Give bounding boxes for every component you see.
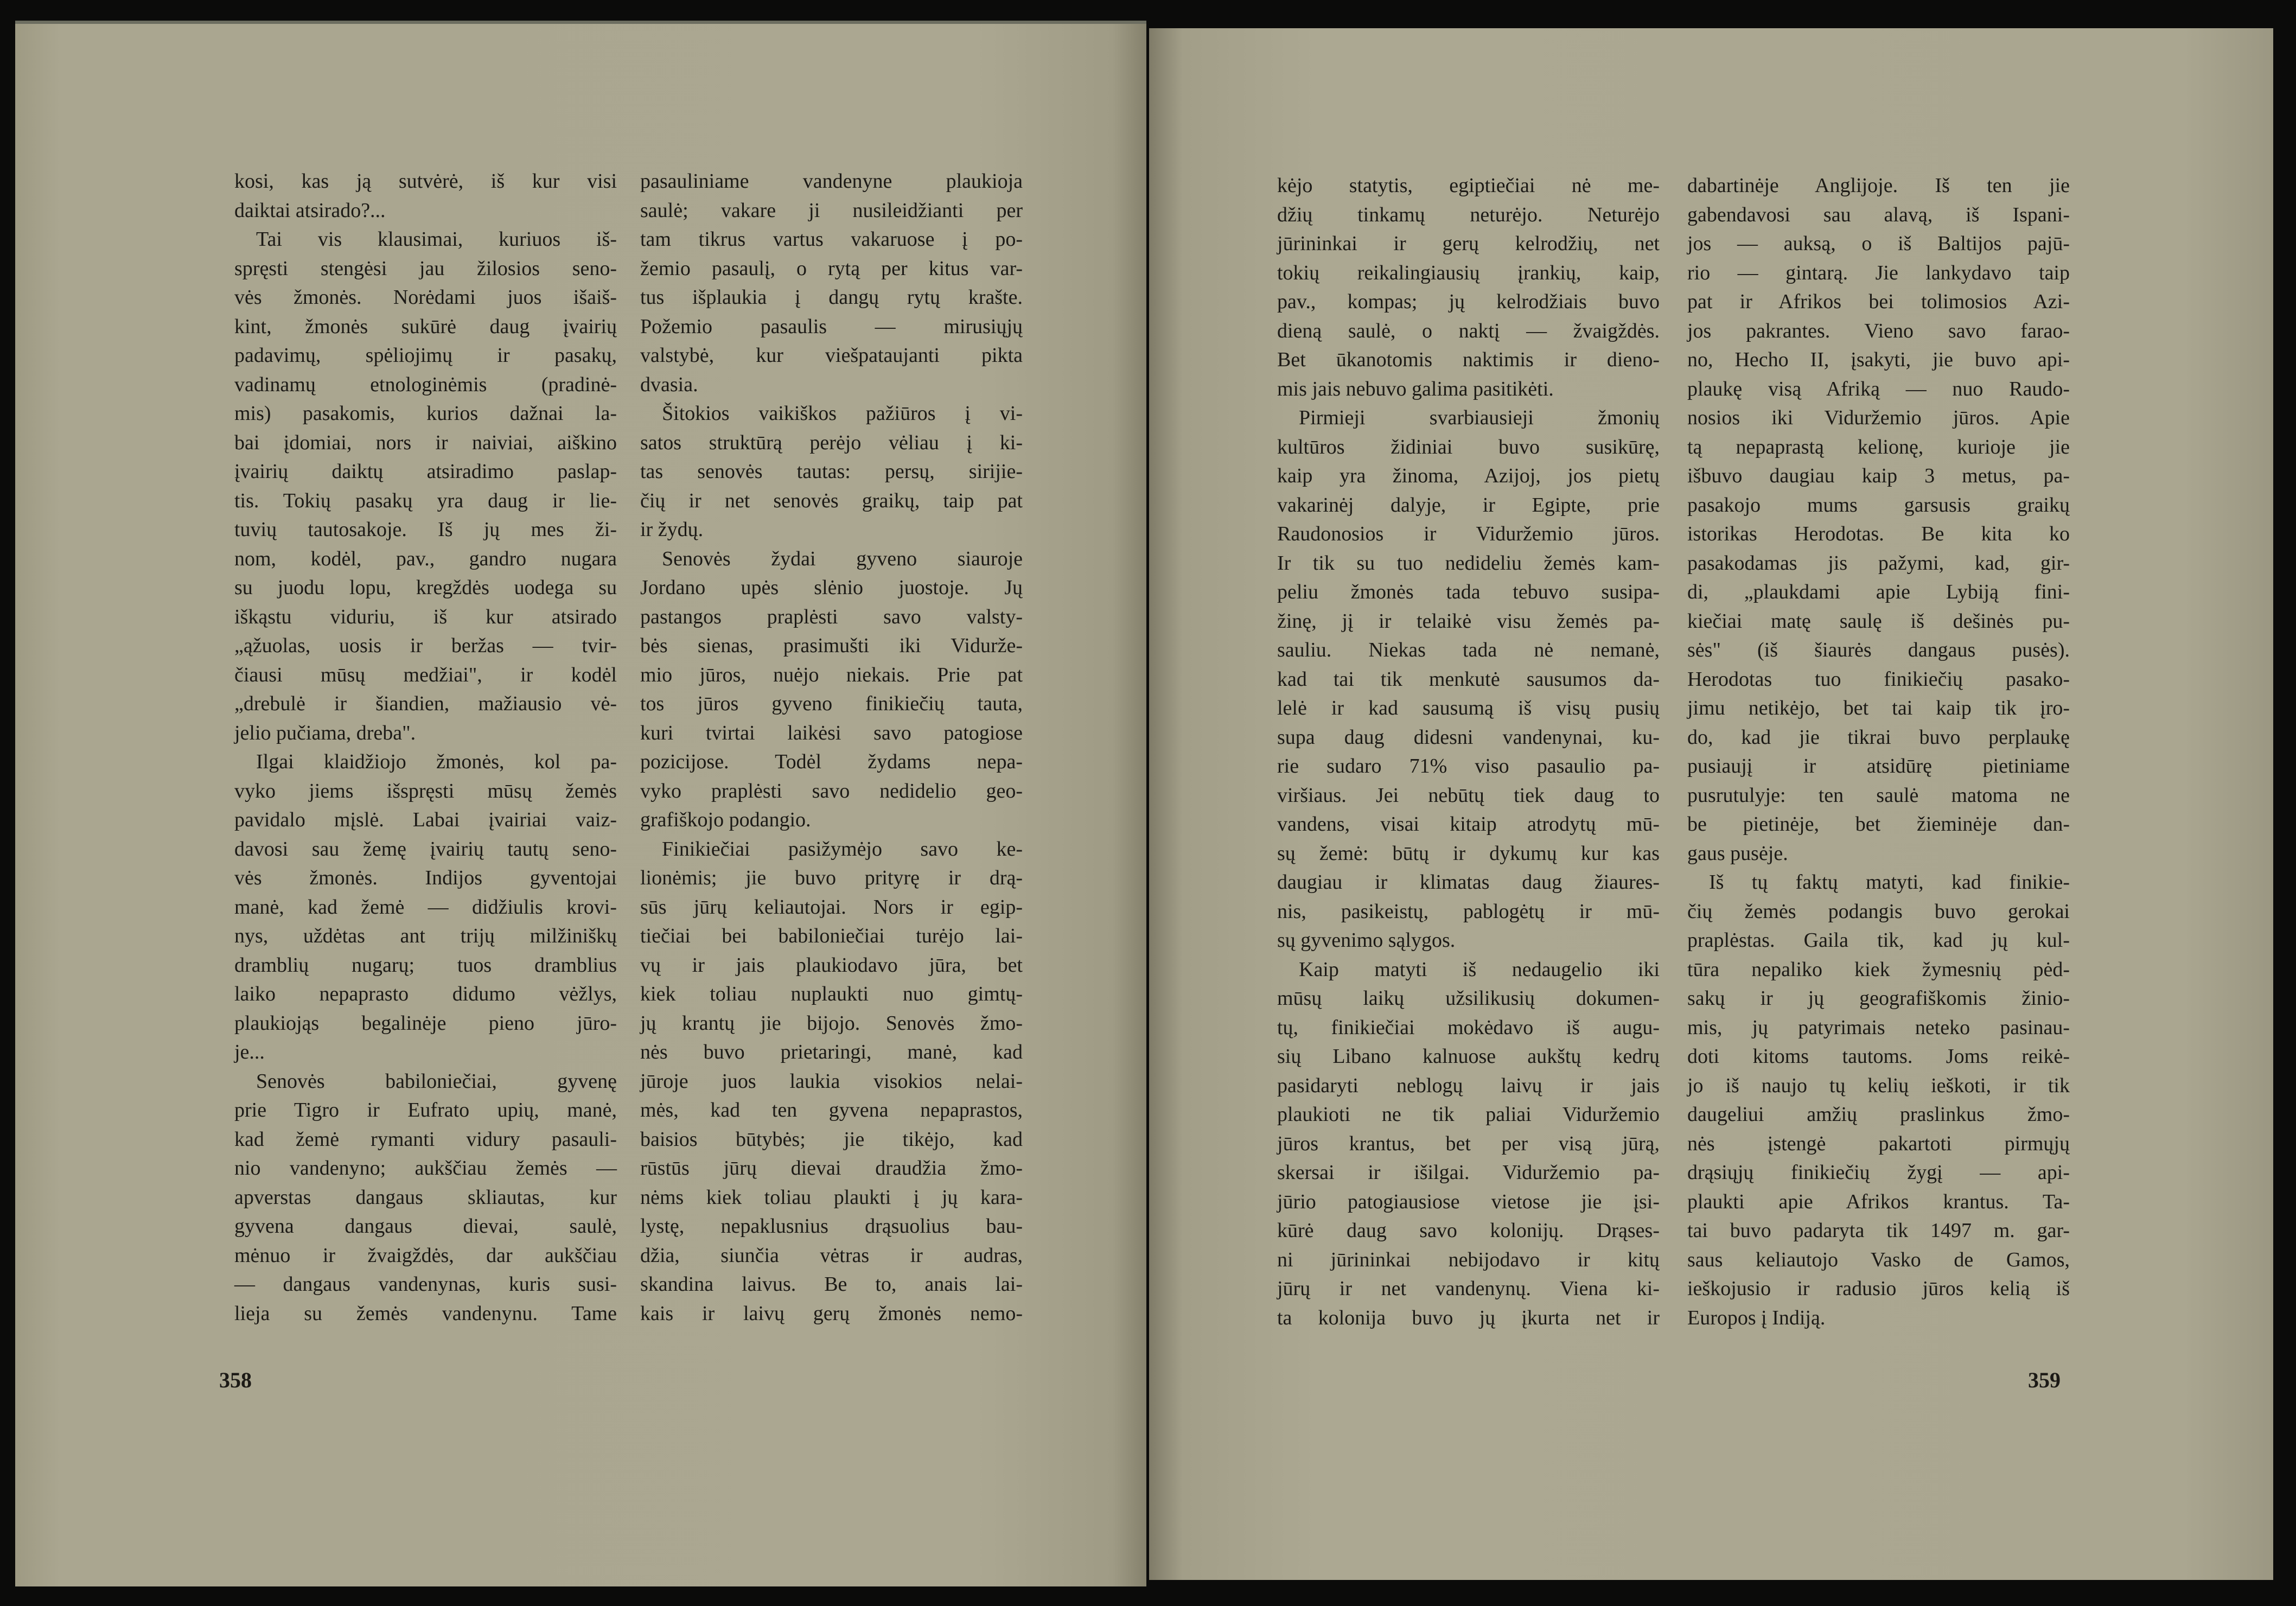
text-line: lelė ir kad sausumą iš visų pusių	[1277, 697, 1660, 719]
text-line: istorikas Herodotas. Be kita ko	[1687, 522, 2070, 545]
text-line: pozicijose. Todėl žydams nepa-	[640, 750, 1023, 773]
text-line: nom, kodėl, pav., gandro nugara	[234, 547, 617, 570]
text-column-right-2	[1687, 171, 2070, 1333]
text-line: Jordano upės slėnio juostoje. Jų	[640, 576, 1023, 599]
text-line: Senovės žydai gyveno siauroje	[662, 547, 1023, 570]
text-line: žinę, jį ir telaikė visu žemės pa-	[1277, 609, 1660, 633]
text-line: daugeliui amžių praslinkus žmo-	[1687, 1103, 2070, 1126]
text-line: daiktai atsirado?...	[234, 199, 386, 222]
text-line: gaus pusėje.	[1687, 842, 1788, 865]
paragraph	[234, 167, 617, 225]
text-line: pusrutulyje: ten saulė matoma ne	[1687, 783, 2070, 807]
text-line: doti kitoms tautoms. Joms reikė-	[1687, 1045, 2070, 1068]
text-line: įvairių daiktų atsiradimo paslap-	[234, 460, 617, 483]
text-line: tokių reikalingiausių įrankių, kaip,	[1277, 261, 1660, 284]
text-line: sų žemė: būtų ir dykumų kur kas	[1277, 842, 1660, 865]
text-line: pav., kompas; jų kelrodžiais buvo	[1277, 290, 1660, 313]
text-line: kūrė daug savo kolonijų. Drąses-	[1277, 1219, 1660, 1242]
text-line: pat ir Afrikos bei tolimosios Azi-	[1687, 290, 2070, 313]
text-line: nėms kiek toliau plaukti į jų kara-	[640, 1186, 1023, 1209]
text-column-right-1	[1277, 171, 1660, 1333]
text-line: čių žemės podangis buvo gerokai	[1687, 900, 2070, 923]
text-line: plaukioti ne tik paliai Viduržemio	[1277, 1103, 1660, 1126]
text-line: tų, finikiečiai mokėdavo iš augu-	[1277, 1016, 1660, 1039]
text-line: bės sienas, prasimušti iki Vidurže-	[640, 634, 1023, 657]
text-line: pasakojo mums garsusis graikų	[1687, 493, 2070, 517]
text-line: jos — auksą, o iš Baltijos pajū-	[1687, 232, 2070, 255]
paragraph	[640, 545, 1023, 835]
text-line: sūs jūrų keliautojai. Nors ir egip-	[640, 895, 1023, 919]
text-line: Požemio pasaulis — mirusiųjų	[640, 315, 1023, 338]
text-line: nės įstengė pakartoti pirmųjų	[1687, 1132, 2070, 1155]
text-line: padavimų, spėliojimų ir pasakų,	[234, 344, 617, 367]
text-line: vakarinėj dalyje, ir Egipte, prie	[1277, 493, 1660, 517]
paragraph	[234, 1067, 617, 1329]
text-line: sų gyvenimo sąlygos.	[1277, 929, 1456, 952]
text-line: rie sudaro 71% viso pasaulio pa-	[1277, 755, 1660, 777]
text-line: laiko nepaprasto didumo vėžlys,	[234, 983, 617, 1005]
text-line: mio jūros, nuėjo niekais. Prie pat	[640, 663, 1023, 686]
text-line: jūrų ir net vandenynų. Viena ki-	[1277, 1277, 1660, 1300]
text-line: Pirmieji svarbiausieji žmonių	[1299, 406, 1660, 429]
text-line: jos pakrantes. Vieno savo farao-	[1687, 319, 2070, 342]
text-line: jūros krantus, bet per visą jūrą,	[1277, 1132, 1660, 1155]
text-line: Senovės babiloniečiai, gyvenę	[256, 1069, 617, 1093]
text-line: jų krantų jie bijojo. Senovės žmo-	[640, 1011, 1023, 1035]
text-line: jūrininkai ir gerų kelrodžių, net	[1277, 232, 1660, 255]
paragraph	[234, 748, 617, 1067]
text-line: — dangaus vandenynas, kuris susi-	[234, 1273, 617, 1296]
paragraph	[1277, 955, 1660, 1333]
paragraph	[640, 167, 1023, 399]
text-line: pavidalo mįslė. Labai įvairiai vaiz-	[234, 808, 617, 831]
paragraph	[1277, 404, 1660, 955]
text-line: be pietinėje, bet žieminėje dan-	[1687, 813, 2070, 836]
text-line: spręsti stengėsi jau žilosios seno-	[234, 257, 617, 280]
paragraph	[640, 835, 1023, 1329]
text-line: plaukti apie Afrikos krantus. Ta-	[1687, 1190, 2070, 1213]
text-line: vyko praplėsti savo nedidelio geo-	[640, 779, 1023, 802]
text-line: ta kolonija buvo jų įkurta net ir	[1277, 1306, 1660, 1329]
text-line: sakų ir jų geografiškomis žinio-	[1687, 987, 2070, 1010]
text-line: lystę, nepaklusnius drąsuolius bau-	[640, 1215, 1023, 1238]
text-line: Ilgai klaidžiojo žmonės, kol pa-	[256, 750, 617, 773]
text-line: praplėstas. Gaila tik, kad jų kul-	[1687, 929, 2070, 952]
text-line: plaukę visą Afriką — nuo Raudo-	[1687, 377, 2070, 400]
text-line: je...	[234, 1041, 265, 1063]
text-line: tos jūros gyveno finikiečių tauta,	[640, 692, 1023, 715]
paragraph	[1277, 171, 1660, 404]
paragraph	[1687, 171, 2070, 868]
text-line: vų ir jais plaukiodavo jūra, bet	[640, 953, 1023, 977]
text-line: viršiaus. Jei nebūtų tiek daug to	[1277, 783, 1660, 807]
text-line: ieškojusio ir radusio jūros kelią iš	[1687, 1277, 2070, 1300]
text-line: mūsų laikų užsilikusių dokumen-	[1277, 987, 1660, 1010]
text-line: mis, jų patyrimais neteko pasinau-	[1687, 1016, 2070, 1039]
text-line: kad tai tik menkutė sausumos da-	[1277, 667, 1660, 691]
text-line: Herodotas tuo finikiečių pasako-	[1687, 667, 2070, 691]
paragraph	[1687, 868, 2070, 1333]
text-line: kad žemė rymanti vidury pasauli-	[234, 1127, 617, 1151]
text-line: satos struktūrą perėjo vėliau į ki-	[640, 431, 1023, 454]
text-line: ni jūrininkai nebijodavo ir kitų	[1277, 1248, 1660, 1271]
text-line: išbuvo daugiau kaip 3 metus, pa-	[1687, 464, 2070, 487]
text-line: pusiaujį ir atsidūrę pietiniame	[1687, 755, 2070, 777]
text-line: plaukiojąs begalinėje pieno jūro-	[234, 1011, 617, 1035]
text-line: rūstūs jūrų dievai draudžia žmo-	[640, 1157, 1023, 1180]
text-line: nės buvo prietaringi, manė, kad	[640, 1041, 1023, 1063]
text-line: davosi sau žemę įvairių tautų seno-	[234, 837, 617, 861]
text-line: saulė; vakare ji nusileidžianti per	[640, 199, 1023, 222]
text-line: Finikiečiai pasižymėjo savo ke-	[662, 837, 1023, 861]
text-line: tuvių tautosakoje. Iš jų mes ži-	[234, 518, 617, 541]
text-column-left-1	[234, 167, 617, 1328]
text-line: supa daug didesni vandenynai, ku-	[1277, 725, 1660, 749]
text-line: vyko jiems išspręsti mūsų žemės	[234, 779, 617, 802]
text-line: do, kad jie tikrai buvo perplaukę	[1687, 725, 2070, 749]
text-line: kais ir laivų gerų žmonės nemo-	[640, 1302, 1023, 1325]
text-line: saus keliautojo Vasko de Gamos,	[1687, 1248, 2070, 1271]
text-line: kėjo statytis, egiptiečiai nė me-	[1277, 174, 1660, 197]
text-line: „drebulė ir šiandien, mažiausio vė-	[234, 692, 617, 715]
text-line: sauliu. Niekas tada nė nemanė,	[1277, 639, 1660, 661]
text-line: jelio pučiama, dreba".	[234, 721, 416, 744]
text-line: tas senovės tautas: persų, sirijie-	[640, 460, 1023, 483]
paragraph	[640, 399, 1023, 545]
text-line: rio — gintarą. Jie lankydavo taip	[1687, 261, 2070, 284]
text-line: čiausi mūsų medžiai", ir kodėl	[234, 663, 617, 686]
text-line: iškąstu viduriu, iš kur atsirado	[234, 605, 617, 628]
text-line: jūrio patogiausiose vietose jie įsi-	[1277, 1190, 1660, 1213]
text-line: mėnuo ir žvaigždės, dar aukščiau	[234, 1244, 617, 1267]
text-line: manė, kad žemė — didžiulis krovi-	[234, 895, 617, 919]
text-line: Iš tų faktų matyti, kad finikie-	[1709, 871, 2070, 894]
text-line: daugiau ir klimatas daug žiaures-	[1277, 871, 1660, 894]
page-number-left: 358	[219, 1368, 252, 1392]
text-line: skersai ir išilgai. Viduržemio pa-	[1277, 1161, 1660, 1184]
text-line: Šitokios vaikiškos pažiūros į vi-	[662, 402, 1023, 425]
text-line: di, „plaukdami apie Lybiją fini-	[1687, 581, 2070, 603]
text-line: baisios būtybės; jie tikėjo, kad	[640, 1127, 1023, 1151]
text-line: mis jais nebuvo galima pasitikėti.	[1277, 377, 1554, 400]
text-line: dvasia.	[640, 373, 698, 396]
text-line: peliu žmonės tada tebuvo susipa-	[1277, 581, 1660, 603]
text-line: pastangos praplėsti savo valsty-	[640, 605, 1023, 628]
text-line: jūroje juos laukia visokios nelai-	[640, 1069, 1023, 1093]
text-line: kiek toliau nuplaukti nuo gimtų-	[640, 983, 1023, 1005]
text-line: žemio pasaulį, o rytą per kitus var-	[640, 257, 1023, 280]
text-line: nis, pasikeistų, pablogėtų ir mū-	[1277, 900, 1660, 923]
text-line: valstybė, kur viešpataujanti pikta	[640, 344, 1023, 367]
text-line: kuri tvirtai laikėsi savo patogiose	[640, 721, 1023, 744]
text-line: vadinamų etnologinėmis (pradinė-	[234, 373, 617, 396]
text-line: Ir tik su tuo nedideliu žemės kam-	[1277, 551, 1660, 575]
text-line: džia, siunčia vėtras ir audras,	[640, 1244, 1023, 1267]
text-line: skandina laivus. Be to, anais lai-	[640, 1273, 1023, 1296]
text-line: tis. Tokių pasakų yra daug ir lie-	[234, 489, 617, 512]
text-line: tūra nepaliko kiek žymesnių pėd-	[1687, 958, 2070, 981]
text-line: pasauliniame vandenyne plaukioja	[640, 170, 1023, 193]
text-line: čių ir net senovės graikų, taip pat	[640, 489, 1023, 512]
text-line: tam tikrus vartus vakaruose į po-	[640, 228, 1023, 251]
text-line: lieja su žemės vandenynu. Tame	[234, 1302, 617, 1325]
text-line: kint, žmonės sukūrė daug įvairių	[234, 315, 617, 338]
text-line: sių Libano kalnuose aukštų kedrų	[1277, 1045, 1660, 1068]
text-line: Bet ūkanotomis naktimis ir dieno-	[1277, 348, 1660, 371]
text-line: tą nepaprastą kelionę, kurioje jie	[1687, 435, 2070, 458]
text-line: tus išplaukia į dangų rytų krašte.	[640, 286, 1023, 309]
text-line: no, Hecho II, įsakyti, jie buvo api-	[1687, 348, 2070, 371]
text-line: ir žydų.	[640, 518, 704, 541]
text-line: Kaip matyti iš nedaugelio iki	[1299, 958, 1660, 981]
text-line: jo iš naujo tų kelių ieškoti, ir tik	[1687, 1074, 2070, 1097]
text-line: pasidaryti neblogų laivų ir jais	[1277, 1074, 1660, 1097]
text-line: dieną saulė, o naktį — žvaigždės.	[1277, 319, 1660, 342]
text-line: vės žmonės. Norėdami juos išaiš-	[234, 286, 617, 309]
text-line: gyvena dangaus dievai, saulė,	[234, 1215, 617, 1238]
text-line: nosios iki Viduržemio jūros. Apie	[1687, 406, 2070, 429]
text-line: dabartinėje Anglijoje. Iš ten jie	[1687, 174, 2070, 197]
text-line: sės" (iš šiaurės dangaus pusės).	[1687, 639, 2070, 661]
text-line: kiečiai matę saulę iš dešinės pu-	[1687, 609, 2070, 633]
text-line: nio vandenyno; aukščiau žemės —	[234, 1157, 617, 1180]
text-line: Europos į Indiją.	[1687, 1306, 1826, 1329]
text-line: pasakodamas jis pažymi, kad, gir-	[1687, 551, 2070, 575]
text-line: vandens, visai kitaip atrodytų mū-	[1277, 813, 1660, 836]
text-line: su juodu lopu, kregždės uodega su	[234, 576, 617, 599]
page-number-right: 359	[2028, 1368, 2061, 1392]
text-line: dramblių nugarų; tuos dramblius	[234, 953, 617, 977]
text-line: apverstas dangaus skliautas, kur	[234, 1186, 617, 1209]
text-line: lionėmis; jie buvo prityrę ir drą-	[640, 866, 1023, 889]
text-line: kaip yra žinoma, Azijoj, jos pietų	[1277, 464, 1660, 487]
text-line: kosi, kas ją sutvėrė, iš kur visi	[234, 170, 617, 193]
text-line: grafiškojo podangio.	[640, 808, 811, 831]
text-line: bai įdomiai, nors ir naiviai, aiškino	[234, 431, 617, 454]
text-line: džių tinkamų neturėjo. Neturėjo	[1277, 203, 1660, 226]
text-line: vės žmonės. Indijos gyventojai	[234, 866, 617, 889]
text-line: mės, kad ten gyvena nepaprastos,	[640, 1099, 1023, 1121]
text-line: „ąžuolas, uosis ir beržas — tvir-	[234, 634, 617, 657]
text-line: Tai vis klausimai, kuriuos iš-	[256, 228, 617, 251]
text-line: prie Tigro ir Eufrato upių, manė,	[234, 1099, 617, 1121]
text-line: gabendavosi sau alavą, iš Ispani-	[1687, 203, 2070, 226]
paragraph	[234, 225, 617, 748]
text-line: jimu netikėjo, bet tai kaip tik įro-	[1687, 697, 2070, 719]
text-line: drąsiųjų finikiečių žygį — api-	[1687, 1161, 2070, 1184]
text-line: tiečiai bei babiloniečiai turėjo lai-	[640, 925, 1023, 947]
text-line: kultūros židiniai buvo susikūrę,	[1277, 435, 1660, 458]
text-line: tai buvo padaryta tik 1497 m. gar-	[1687, 1219, 2070, 1242]
text-line: nys, uždėtas ant trijų milžiniškų	[234, 925, 617, 947]
text-column-left-2	[640, 167, 1023, 1328]
text-line: mis) pasakomis, kurios dažnai la-	[234, 402, 617, 425]
text-line: Raudonosios ir Viduržemio jūros.	[1277, 522, 1660, 545]
